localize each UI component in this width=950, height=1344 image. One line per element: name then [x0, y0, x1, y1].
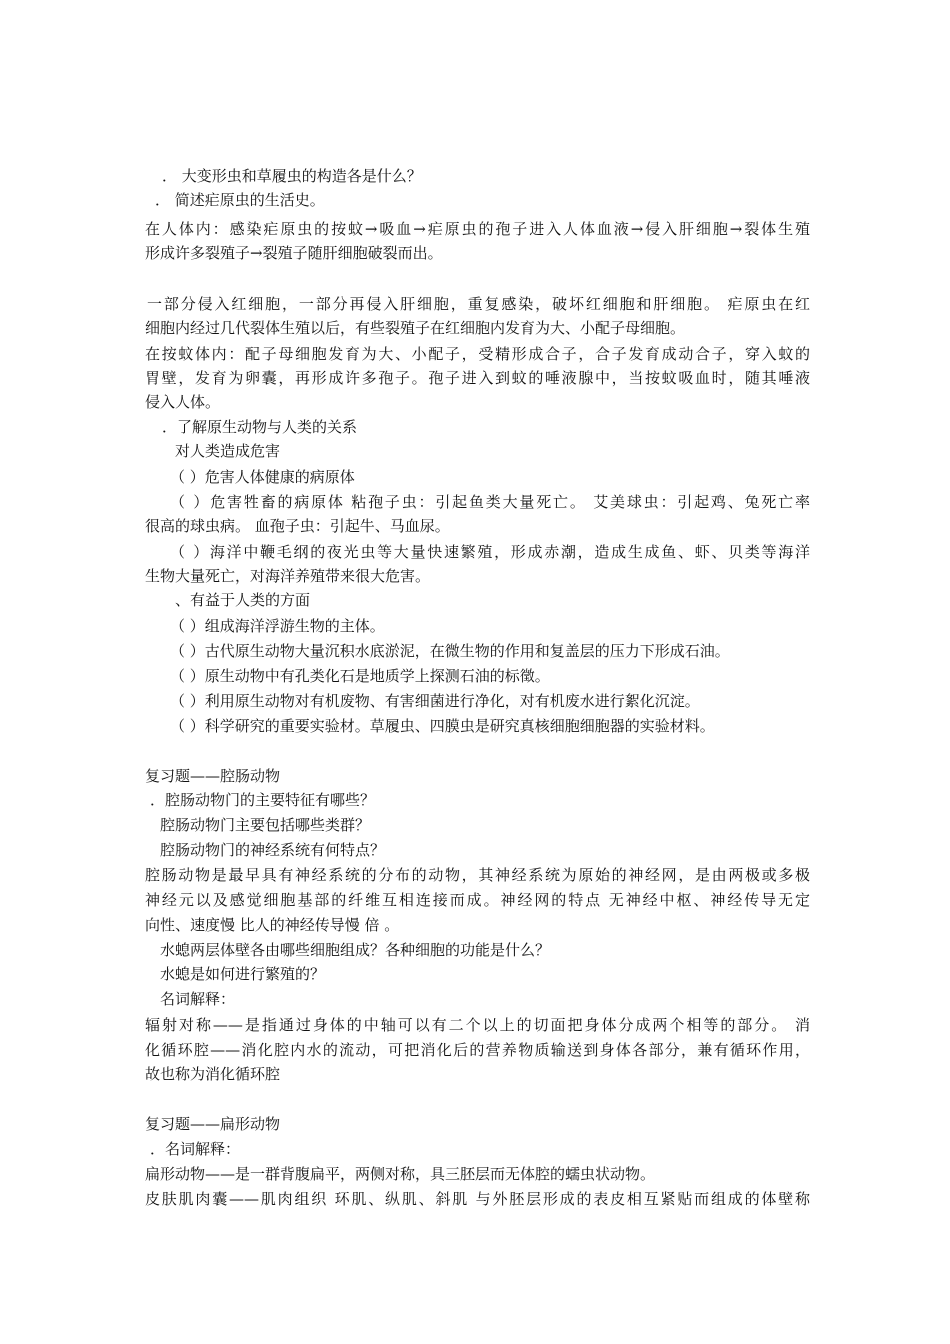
- text-line: （ ）海洋中鞭毛纲的夜光虫等大量快速繁殖，形成赤潮，造成生成鱼、虾、贝类等海洋: [170, 543, 810, 561]
- text-line: （ ）科学研究的重要实验材。草履虫、四膜虫是研究真核细胞细胞器的实验材料。: [170, 717, 715, 735]
- text-line: 生物大量死亡，对海洋养殖带来很大危害。: [145, 567, 431, 585]
- text-line: （ ）原生动物中有孔类化石是地质学上探测石油的标徵。: [170, 667, 550, 685]
- text-line: 化循环腔——消化腔内水的流动，可把消化后的营养物质输送到身体各部分，兼有循环作用，: [145, 1041, 810, 1059]
- text-line: 皮肤肌肉囊——肌肉组织 环肌、纵肌、斜肌 与外胚层形成的表皮相互紧贴而组成的体壁称: [145, 1190, 810, 1208]
- text-line: 腔肠动物门主要包括哪些类群？: [160, 816, 371, 834]
- text-line: ．腔肠动物门的主要特征有哪些？: [150, 791, 376, 809]
- text-line: ． 简述疟原虫的生活史。: [155, 191, 325, 209]
- text-line: 很高的球虫病。 血孢子虫：引起牛、马血尿。: [145, 517, 450, 535]
- text-line: （ ）危害牲畜的病原体 粘孢子虫：引起鱼类大量死亡。 艾美球虫：引起鸡、兔死亡率: [170, 493, 810, 511]
- text-line: ． 大变形虫和草履虫的构造各是什么？: [162, 167, 422, 185]
- text-line: 细胞内经过几代裂体生殖以后，有些裂殖子在红细胞内发育为大、小配子母细胞。: [145, 319, 686, 337]
- section-heading: 复习题——腔肠动物: [145, 767, 281, 785]
- text-line: 在按蚊体内：配子母细胞发育为大、小配子，受精形成合子，合子发育成动合子，穿入蚊的: [145, 345, 810, 363]
- text-line: 、有益于人类的方面: [175, 591, 311, 609]
- text-line: 对人类造成危害: [175, 442, 281, 460]
- text-line: 腔肠动物是最早具有神经系统的分布的动物，其神经系统为原始的神经网，是由两极或多极: [145, 866, 810, 884]
- text-line: （ ）组成海洋浮游生物的主体。: [170, 617, 385, 635]
- text-line: 水螅两层体壁各由哪些细胞组成？各种细胞的功能是什么？: [160, 941, 551, 959]
- text-line: 向性、速度慢 比人的神经传导慢 倍 。: [145, 916, 400, 934]
- text-line: 扁形动物——是一群背腹扁平，两侧对称，具三胚层而无体腔的蠕虫状动物。: [145, 1165, 656, 1183]
- text-line: （ ）古代原生动物大量沉积水底淤泥，在微生物的作用和复盖层的压力下形成石油。: [170, 642, 730, 660]
- text-line: 腔肠动物门的神经系统有何特点？: [160, 841, 386, 859]
- section-heading: 复习题——扁形动物: [145, 1115, 281, 1133]
- text-line: 形成许多裂殖子→裂殖子随肝细胞破裂而出。: [145, 244, 443, 262]
- text-line: ．了解原生动物与人类的关系: [162, 418, 358, 436]
- text-line: 一部分侵入红细胞，一部分再侵入肝细胞，重复感染，破坏红细胞和肝细胞。 疟原虫在红: [147, 295, 810, 313]
- text-line: 在人体内：感染疟原虫的按蚊→吸血→疟原虫的孢子进入人体血液→侵入肝细胞→裂体生殖: [145, 220, 810, 238]
- text-line: 故也称为消化循环腔: [145, 1065, 281, 1083]
- text-line: 胃壁，发育为卵囊，再形成许多孢子。孢子进入到蚊的唾液腺中，当按蚊吸血时，随其唾液: [145, 369, 810, 387]
- text-line: （ ）危害人体健康的病原体: [170, 468, 355, 486]
- text-line: 辐射对称——是指通过身体的中轴可以有二个以上的切面把身体分成两个相等的部分。 消: [145, 1016, 810, 1034]
- text-line: 水螅是如何进行繁殖的？: [160, 965, 326, 983]
- text-line: ．名词解释：: [150, 1140, 241, 1158]
- text-line: 名词解释：: [160, 990, 236, 1008]
- text-line: 神经元以及感觉细胞基部的纤维互相连接而成。神经网的特点 无神经中枢、神经传导无定: [145, 891, 810, 909]
- text-line: （ ）利用原生动物对有机废物、有害细菌进行净化，对有机废水进行絮化沉淀。: [170, 692, 700, 710]
- text-line: 侵入人体。: [145, 393, 221, 411]
